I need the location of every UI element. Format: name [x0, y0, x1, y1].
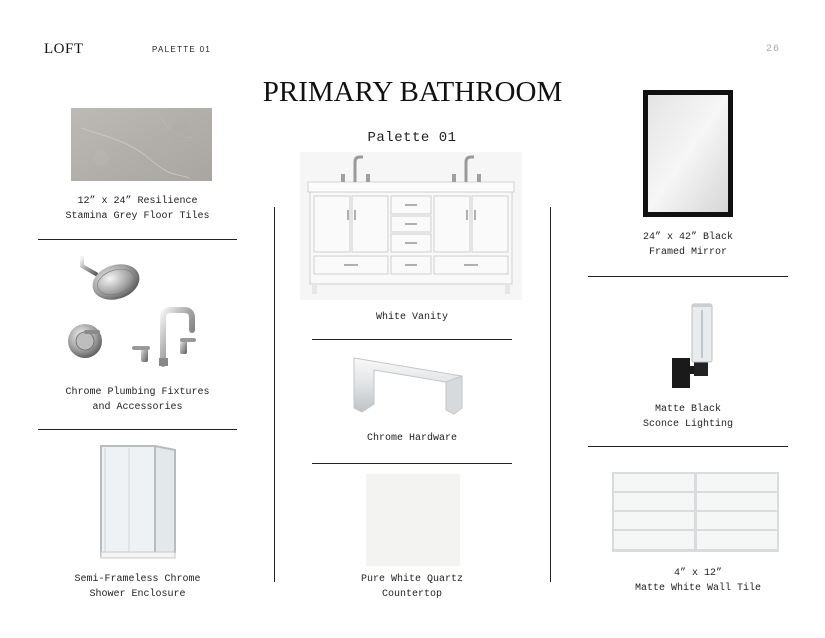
floor-tile-image	[71, 108, 212, 181]
countertop-image	[366, 474, 460, 566]
hardware-caption: Chrome Hardware	[366, 433, 457, 444]
shower-enclosure-image	[99, 442, 177, 560]
divider-left-2	[38, 429, 237, 430]
wall-tile-caption: 4” x 12” Matte White Wall Tile	[634, 568, 762, 594]
sconce-image	[670, 300, 720, 394]
divider-center-2	[312, 463, 512, 464]
floor-tiles-caption: 12” x 24” Resilience Stamina Grey Floor Tiles	[65, 196, 210, 222]
vanity-caption: White Vanity	[375, 312, 448, 323]
mirror-caption: 24” x 42” Black Framed Mirror	[642, 232, 733, 258]
divider-left-1	[38, 239, 237, 240]
mirror-image	[643, 90, 733, 217]
plumbing-fixtures-image	[60, 252, 210, 372]
palette-subtitle: Palette 01	[367, 130, 457, 146]
right-column-divider	[550, 207, 551, 582]
divider-right-2	[588, 446, 788, 447]
vanity-image	[300, 152, 522, 300]
wall-tile-image	[612, 472, 779, 552]
sconce-caption: Matte Black Sconce Lighting	[642, 404, 733, 430]
page-number: 26	[766, 44, 781, 55]
shower-caption: Semi-Frameless Chrome Shower Enclosure	[74, 574, 201, 600]
countertop-caption: Pure White Quartz Countertop	[360, 574, 464, 600]
palette-header-label: PALETTE 01	[152, 45, 212, 54]
brand-logo: LOFT	[44, 41, 84, 57]
left-column-divider	[274, 207, 275, 582]
hardware-image	[350, 352, 468, 416]
plumbing-caption: Chrome Plumbing Fixtures and Accessories	[65, 387, 210, 413]
divider-right-1	[588, 276, 788, 277]
page-title: PRIMARY BATHROOM	[262, 76, 563, 108]
divider-center-1	[312, 339, 512, 340]
